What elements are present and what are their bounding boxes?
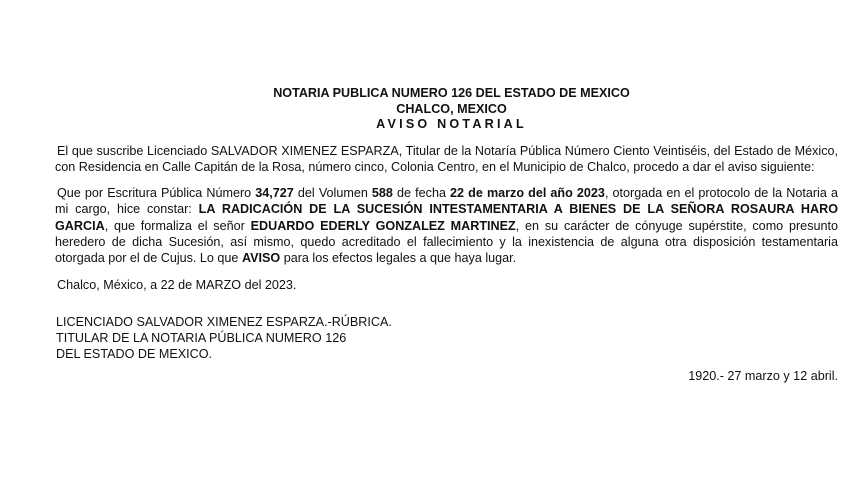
deed-text-1: Que por Escritura Pública Número [57, 186, 256, 201]
spouse-name: EDUARDO EDERLY GONZALEZ MARTINEZ [250, 218, 516, 233]
deed-text-3: de fecha [392, 186, 451, 201]
deed-text-6: , en su carácter de cónyuge supérstite, como presunto heredero de dicha Sucesión, así mismo, quedo acreditado el fallecimiento y la inexistencia de alguna otra disposición testamentaria otorgada por el de Cujus. Lo que [55, 218, 838, 266]
succession-subject: LA RADICACIÓN DE LA SUCESIÓN INTESTAMENTARIA A BIENES DE LA SEÑORA ROSAURA HARO GARCIA [55, 202, 839, 233]
deed-text-5: , que formaliza el señor [104, 218, 251, 233]
signature-name: LICENCIADO SALVADOR XIMENEZ ESPARZA.-RÚBRICA. [56, 314, 392, 329]
notary-office-title: NOTARIA PUBLICA NUMERO 126 DEL ESTADO DE MEXICO [273, 86, 630, 100]
deed-number: 34,727 [255, 186, 294, 201]
deed-paragraph [55, 185, 838, 266]
signature-title: TITULAR DE LA NOTARIA PÚBLICA NUMERO 126 [56, 330, 347, 345]
signature-block [55, 314, 838, 362]
intro-paragraph: El que suscribe Licenciado SALVADOR XIMENEZ ESPARZA, Titular de la Notaría Pública Número Ciento Veintiséis, del Estado de México, con Residencia en Calle Capitán de la Rosa, número cinco, Colonia Centro, en el Municipio de Chalco, procedo a dar el aviso siguiente: [55, 143, 838, 174]
deed-text-4: , otorgada en el protocolo de la Notaria a mi cargo, hice constar: [55, 186, 838, 217]
place-date: Chalco, México, a 22 de MARZO del 2023. [57, 277, 297, 292]
signature-state: DEL ESTADO DE MEXICO. [56, 346, 213, 361]
deed-date: 22 de marzo del año 2023 [450, 186, 605, 201]
notarial-notice [55, 86, 838, 384]
deed-text-7: para los efectos legales a que haya lugar. [280, 251, 517, 266]
publication-dates: 1920.- 27 marzo y 12 abril. [688, 368, 838, 383]
notice-title: AVISO NOTARIAL [376, 117, 527, 131]
deed-text-2: del Volumen [293, 186, 372, 201]
notary-location: CHALCO, MEXICO [396, 101, 507, 116]
deed-volume: 588 [371, 186, 393, 201]
aviso-word: AVISO [241, 251, 281, 266]
notice-header [65, 86, 838, 133]
